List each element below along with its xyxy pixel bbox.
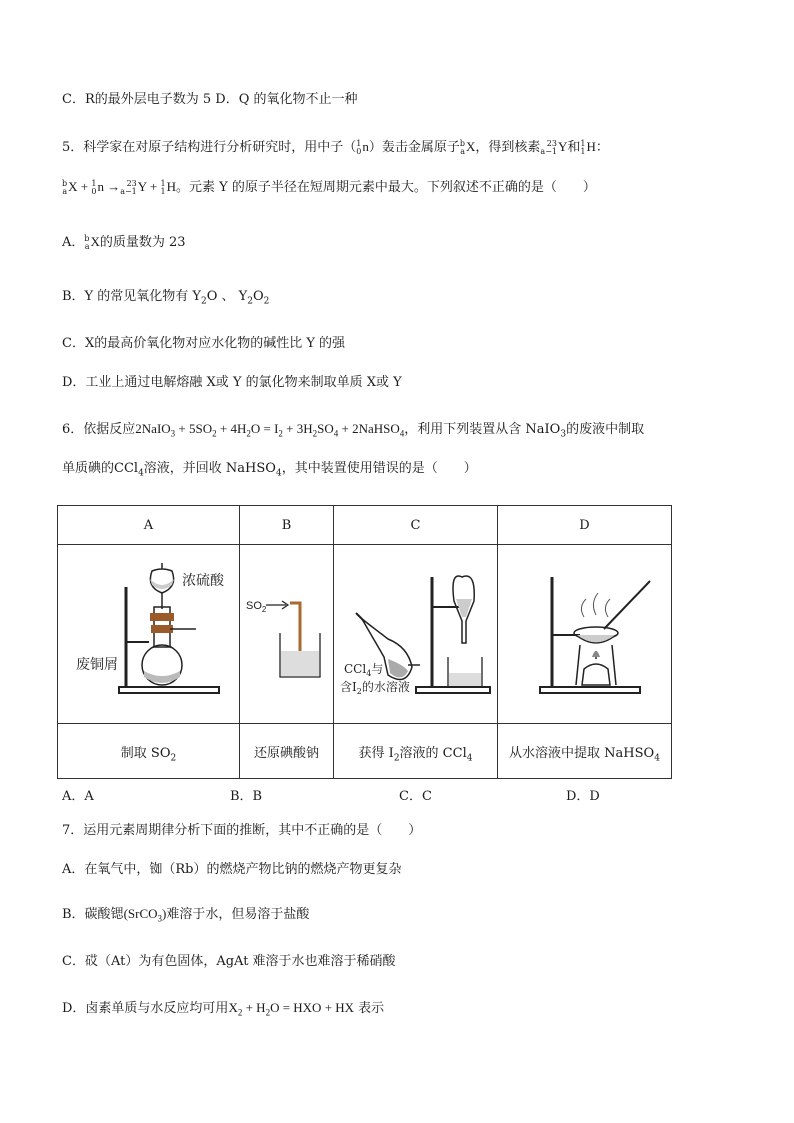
header-b: B xyxy=(240,506,334,545)
q7-d-text: D．卤素单质与水反应均可用 xyxy=(62,1001,229,1016)
q5-stem-part: ，得到核素 xyxy=(475,140,541,155)
q6-stem-line2: 单质碘的CCl$_4$溶液，并回收 NaHSO$_4$，其中装置使用错误的是（ ） xyxy=(62,461,477,479)
q5-eq-text: 。元素 Y 的原子半径在短周期元素中最大。下列叙述不正确的是（ ） xyxy=(176,180,596,195)
caption-d: 从水溶液中提取 NaHSO$_4$ xyxy=(498,724,672,779)
caption-a-text: 制取 SO xyxy=(120,745,171,761)
isotope-x: b a xyxy=(459,138,466,156)
q5-option-a: A． b a X的质量数为 23 xyxy=(62,233,186,251)
separatory-funnel-figure xyxy=(336,547,496,717)
beaker-so2-figure xyxy=(242,547,332,717)
q5-stem: 5．科学家在对原子结构进行分析研究时，用中子（ 1 0 n）轰击金属原子 b a X，得到核素 23 a−1 Y和 1 1 H： xyxy=(62,138,609,156)
evaporation-figure xyxy=(500,547,670,717)
q6-stem-part: ，其中装置使用错误的是（ ） xyxy=(281,461,477,476)
apparatus-table xyxy=(57,505,672,779)
caption-d-text: 从水溶液中提取 NaHSO xyxy=(509,745,655,761)
q7-b-text: 难溶于水，但易溶于盐酸 xyxy=(166,907,310,922)
caption-c-text: 溶液的 CCl xyxy=(399,745,467,761)
label-so2: $SO_2$ xyxy=(245,600,266,614)
q7-option-c: C．砹（At）为有色固体，AgAt 难溶于水也难溶于稀硝酸 xyxy=(62,954,396,969)
apparatus-c-cell xyxy=(334,545,498,724)
isotope-h: 1 1 xyxy=(580,138,586,156)
isotope-y: 23 a−1 xyxy=(540,138,557,156)
q7-b-text: B．碳酸锶 xyxy=(62,907,124,922)
isotope-neutron: 1 0 xyxy=(356,138,362,156)
header-d: D xyxy=(498,506,672,545)
label-conc-acid: 浓硫酸 xyxy=(181,572,224,588)
apparatus-d-cell xyxy=(498,545,672,724)
q7-option-b: B．碳酸锶(SrCO$_3$)难溶于水，但易溶于盐酸 xyxy=(62,906,310,924)
q5-stem-part: 和 xyxy=(567,140,581,155)
q6-option-c: C．C xyxy=(399,789,432,804)
q6-stem-part: 单质碘的CCl xyxy=(62,461,139,476)
q4-option-cd: C．R的最外层电子数为 5 D．Q 的氧化物不止一种 xyxy=(62,92,358,107)
q5-option-d: D．工业上通过电解熔融 X或 Y 的氯化物来制取单质 X或 Y xyxy=(62,375,402,390)
q7-option-a: A．在氧气中，铷（Rb）的燃烧产物比钠的燃烧产物更复杂 xyxy=(62,862,402,877)
q6-stem-part: 6．依据反应 xyxy=(62,422,136,437)
apparatus-b-cell xyxy=(240,545,334,724)
q6-option-a: A．A xyxy=(62,789,94,804)
q5-stem-part: ： xyxy=(595,140,609,155)
caption-a: 制取 $SO_2$ xyxy=(58,724,240,779)
q7-d-text: 表示 xyxy=(358,1001,385,1016)
q5-option-b: B．Y 的常见氧化物有 $Y_2O$ 、 $Y_2O_2$ xyxy=(62,289,270,307)
q6-stem-part: 溶液，并回收 NaHSO xyxy=(143,461,276,476)
apparatus-a-cell xyxy=(58,545,240,724)
q5-option-c: C．X的最高价氧化物对应水化物的碱性比 Y 的强 xyxy=(62,336,346,351)
label-ccl4: CCl$_4$与 xyxy=(343,662,383,678)
q7-option-d: D．卤素单质与水反应均可用$X_2 + H_2O$ = HXO + HX 表示 xyxy=(62,1000,385,1018)
q6-option-d: D．D xyxy=(566,789,600,804)
q5-a-text: 的质量数为 23 xyxy=(99,235,186,250)
q5-a-label: A． xyxy=(62,235,85,250)
q5-b-text: B．Y 的常见氧化物有 Y xyxy=(62,289,201,304)
caption-c-text: 获得 I xyxy=(358,745,394,761)
q6-stem: 6．依据反应2NaIO$_3$ + $5SO_2 + 4H_2O = I_2 + 3H_2SO_4$ + 2NaHSO$_4$，利用下列装置从含 NaIO$_3$的废液中制取 xyxy=(62,421,645,440)
header-c: C xyxy=(334,506,498,545)
q6-stem-part: 的废液中制取 xyxy=(566,422,645,437)
label-copper-scrap: 废铜屑 xyxy=(75,656,118,672)
header-a: A xyxy=(58,506,240,545)
q6-stem-part: ，利用下列装置从含 NaIO xyxy=(404,422,561,437)
q5-equation: b a X + 1 0 n → 23 a−1 Y + 1 1 H。元素 Y 的原子半径在短周期元素中最大。下列叙述不正确的是（ ） xyxy=(62,178,596,196)
label-i2-water: 含$I_2$的水溶液 xyxy=(339,680,410,696)
q7-stem: 7．运用元素周期律分析下面的推断，其中不正确的是（ ） xyxy=(62,823,422,838)
q5-stem-part: 5．科学家在对原子结构进行分析研究时，用中子（ xyxy=(62,140,357,155)
so2-generator-figure xyxy=(64,547,234,717)
q5-stem-part: ）轰击金属原子 xyxy=(368,140,460,155)
caption-c: 获得 $I_2$溶液的 CCl$_4$ xyxy=(334,724,498,779)
q6-option-b: B．B xyxy=(230,789,263,804)
caption-b: 还原碘酸钠 xyxy=(240,724,334,779)
